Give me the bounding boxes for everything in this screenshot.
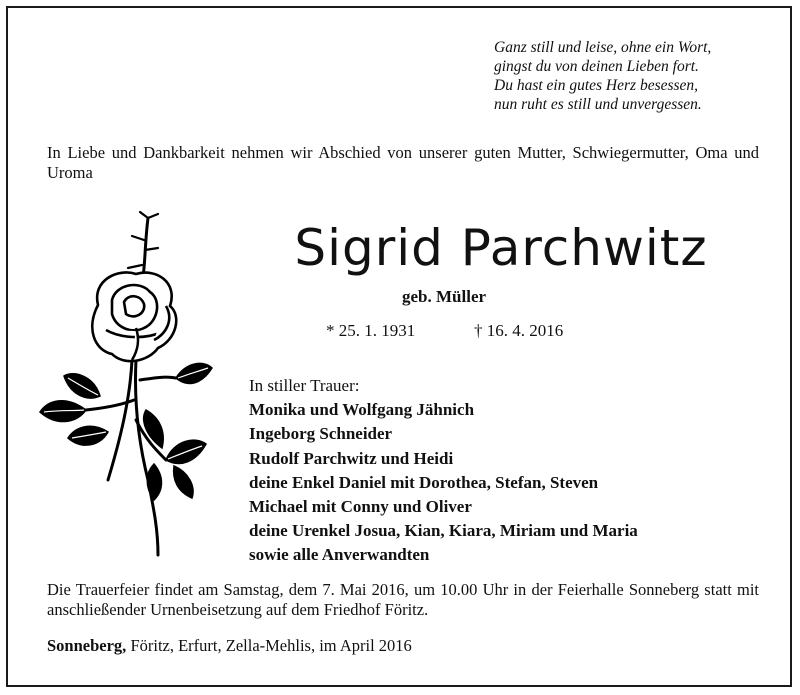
deceased-name: Sigrid Parchwitz: [294, 219, 708, 277]
poem-line: Ganz still und leise, ohne ein Wort,: [494, 39, 712, 56]
death-date: † 16. 4. 2016: [474, 321, 564, 340]
poem: [494, 38, 711, 114]
birth-date: * 25. 1. 1931: [326, 321, 416, 340]
poem-line: gingst du von deinen Lieben fort.: [494, 58, 699, 75]
mourning-label: In stiller Trauer:: [249, 376, 360, 395]
mourner-line: Monika und Wolfgang Jähnich: [249, 400, 475, 420]
intro-text: In Liebe und Dankbarkeit nehmen wir Abschied von unserer guten Mutter, Schwiegermutter, Oma und Uroma: [47, 143, 759, 182]
birth-name: geb. Müller: [402, 287, 487, 306]
poem-line: nun ruht es still und unvergessen.: [494, 96, 702, 113]
place-city: Sonneberg,: [47, 636, 127, 655]
place-rest: Föritz, Erfurt, Zella-Mehlis, im April 2016: [126, 636, 412, 655]
mourner-line: deine Urenkel Josua, Kian, Kiara, Miriam und Maria: [249, 521, 638, 541]
rose-illustration: [36, 210, 218, 560]
mourner-line: Rudolf Parchwitz und Heidi: [249, 448, 454, 468]
mourner-line: Ingeborg Schneider: [249, 424, 393, 444]
life-dates: [326, 321, 564, 341]
mourner-line: sowie alle Anverwandten: [249, 545, 430, 565]
mourners-block: [249, 374, 638, 568]
poem-line: Du hast ein gutes Herz besessen,: [494, 77, 699, 94]
place-date-line: [47, 636, 412, 656]
mourner-line: deine Enkel Daniel mit Dorothea, Stefan, Steven: [249, 472, 599, 492]
service-info: Die Trauerfeier findet am Samstag, dem 7. Mai 2016, um 10.00 Uhr in der Feierhalle Sonneberg statt mit anschließender Urnenbeisetzung auf dem Friedhof Föritz.: [47, 580, 759, 619]
mourner-line: Michael mit Conny und Oliver: [249, 497, 472, 517]
